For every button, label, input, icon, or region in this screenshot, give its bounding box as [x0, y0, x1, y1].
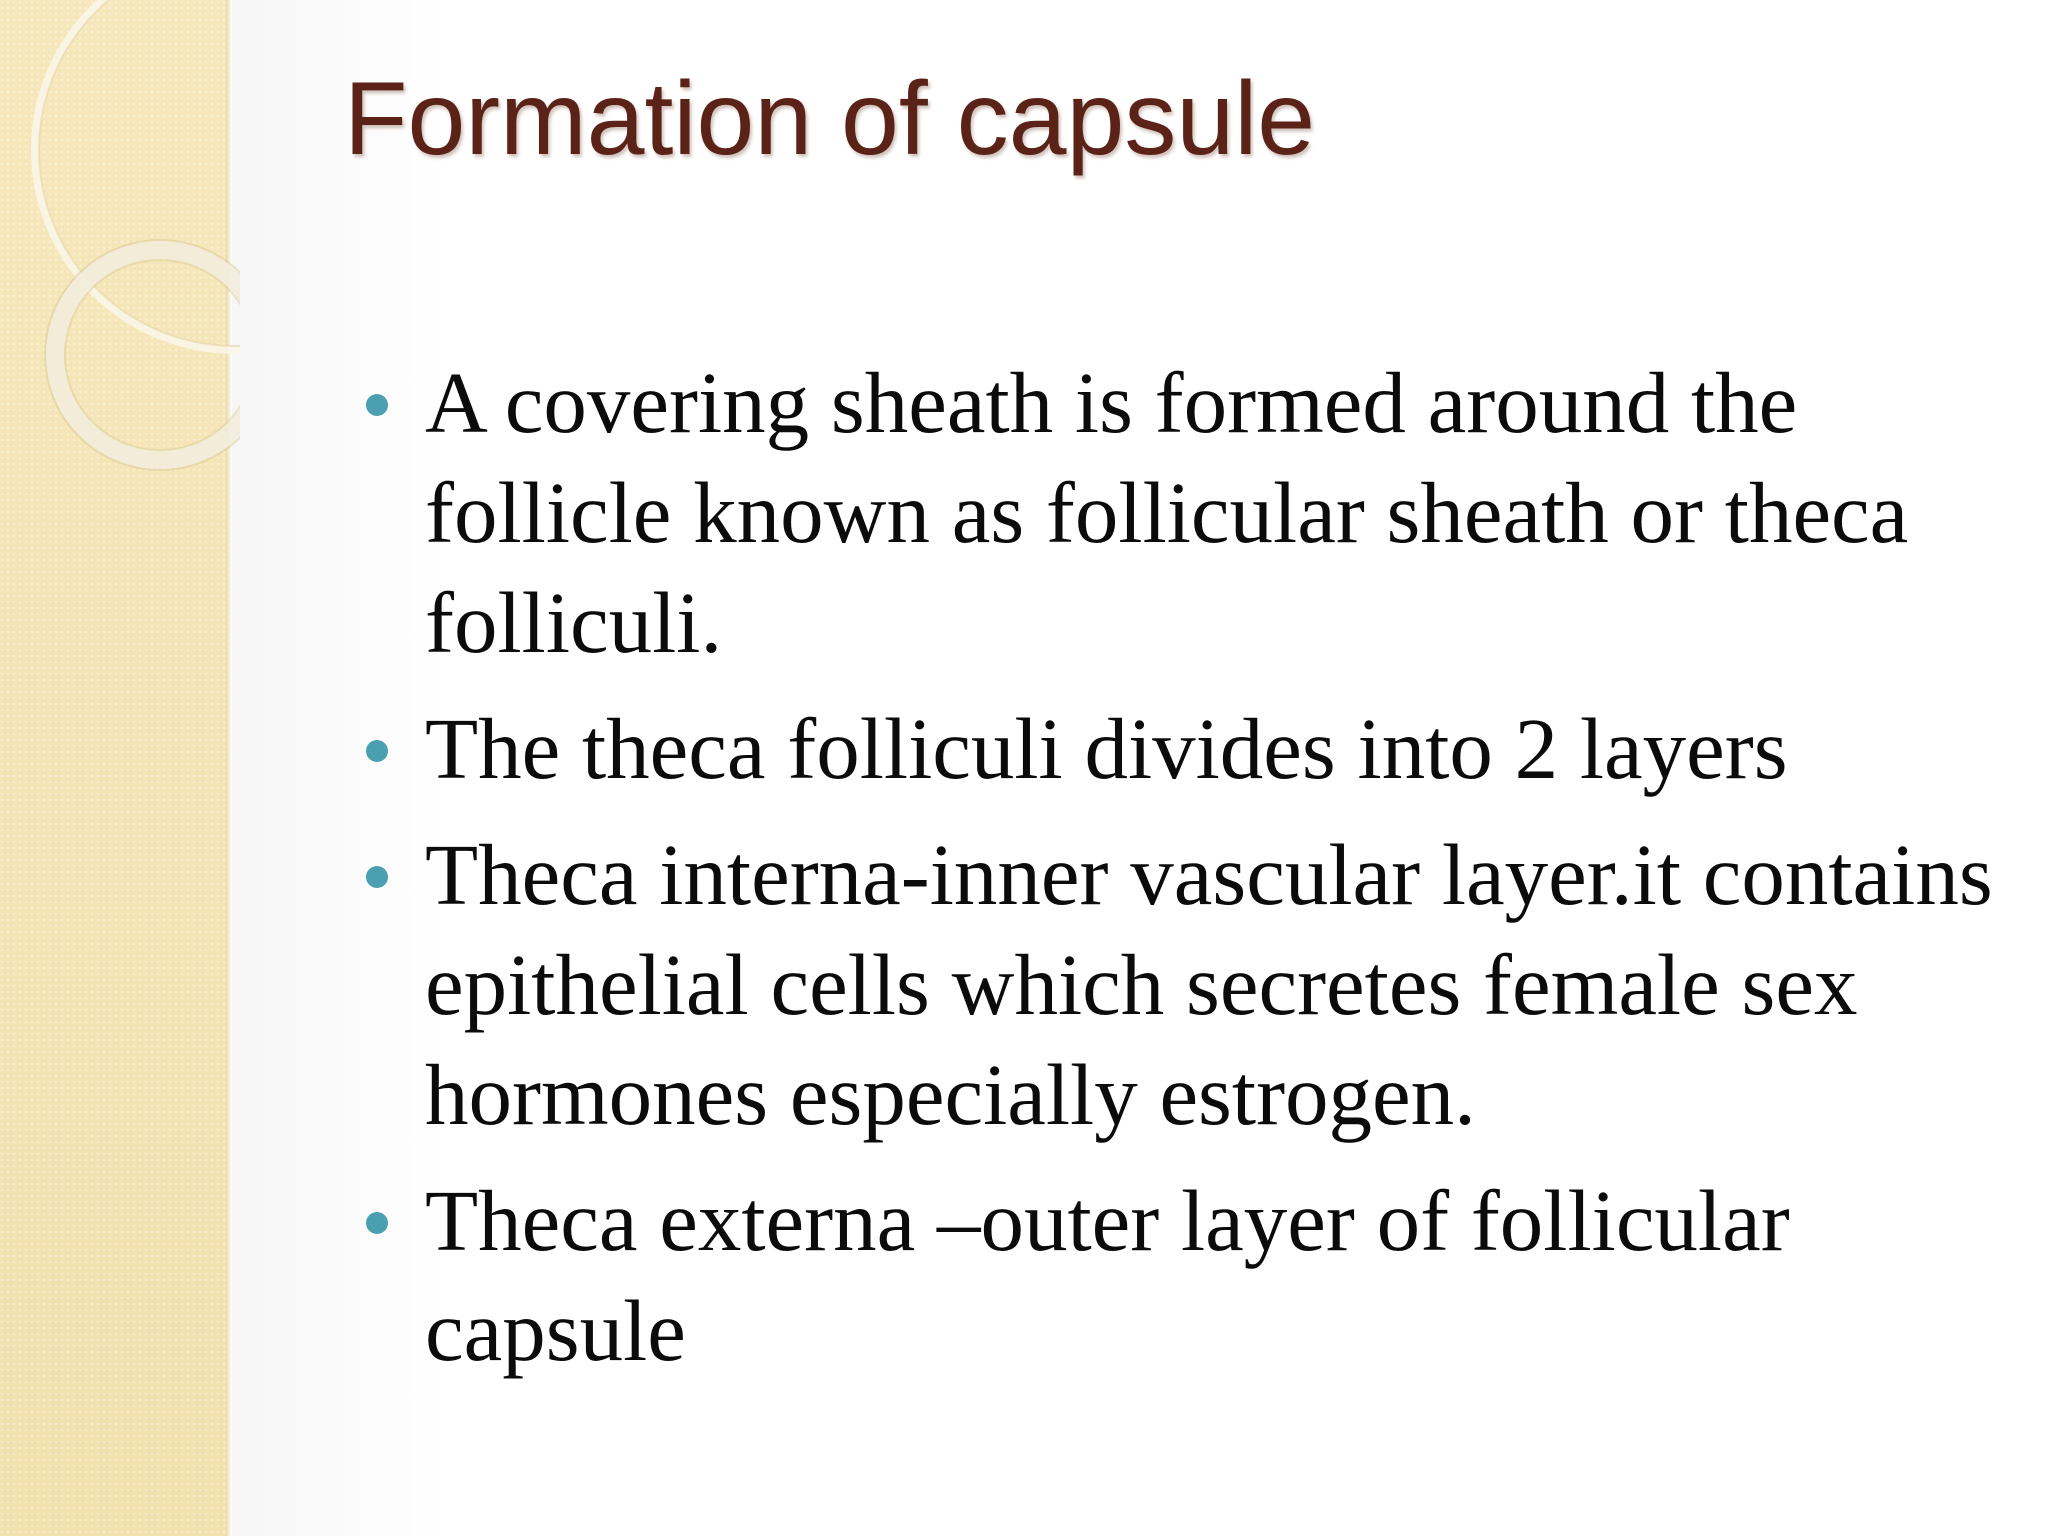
bullet-text: The theca folliculi divides into 2 layers — [425, 700, 1788, 797]
bullet-dot-icon — [366, 394, 388, 416]
list-item — [360, 348, 2020, 678]
rings-decoration-icon — [0, 0, 240, 500]
slide-title: Formation of capsule — [344, 61, 1316, 177]
bullet-text: Theca interna-inner vascular layer.it contains epithelial cells which secretes female sex hormones especially estrogen. — [425, 826, 1993, 1143]
bullet-text: A covering sheath is formed around the follicle known as follicular sheath or theca folliculi. — [425, 354, 1909, 671]
bullet-dot-icon — [366, 1212, 388, 1234]
list-item — [360, 1166, 2020, 1386]
bullet-dot-icon — [366, 740, 388, 762]
list-item — [360, 694, 2020, 804]
bullet-list — [360, 348, 2020, 1402]
list-item — [360, 820, 2020, 1150]
bullet-text: Theca externa –outer layer of follicular capsule — [425, 1172, 1790, 1379]
bullet-dot-icon — [366, 866, 388, 888]
